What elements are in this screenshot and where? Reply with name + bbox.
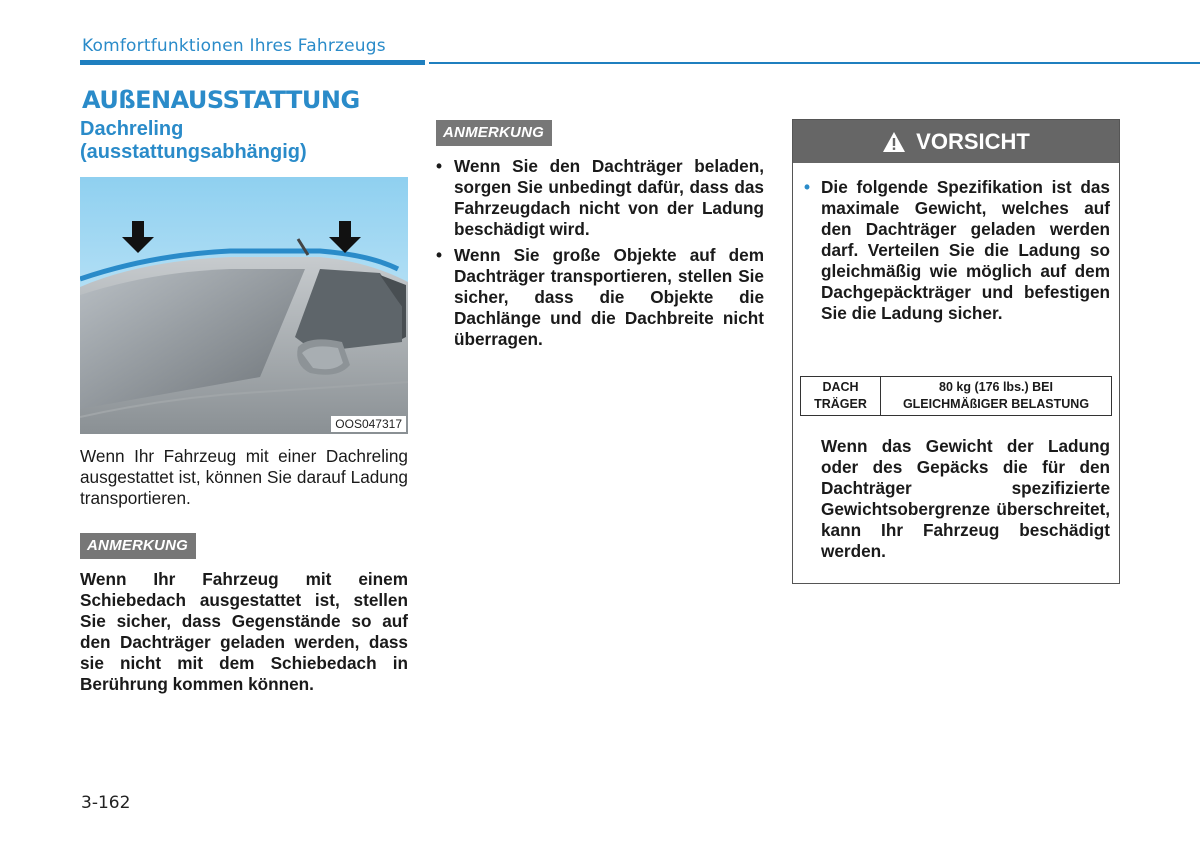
table-row	[801, 377, 1112, 416]
page-title: AUßENAUSSTATTUNG	[82, 86, 360, 114]
caution-bullet-text: Die folgende Spezifikation ist das maximale Gewicht, welches auf den Dachträger geladen werden darf. Verteilen Sie die Ladung so gleichmäßig wie möglich auf dem Dachgepäckträger und befestigen Sie die Ladung sicher.	[821, 177, 1110, 323]
car-roof-drawing	[80, 177, 408, 434]
note-list-middle	[434, 156, 764, 355]
note-text-left: Wenn Ihr Fahrzeug mit einem Schiebedach ausgestattet ist, stellen Sie sicher, dass Gegenstände so auf den Dachträger geladen werden, dass sie nicht mit dem Schiebedach in Berührung kommen können.	[80, 569, 408, 694]
roof-rail-illustration	[80, 177, 408, 434]
figure-code: OOS047317	[331, 416, 406, 432]
subsection-title-line1: Dachreling	[80, 118, 184, 140]
page-number: 3-162	[81, 793, 131, 813]
bullet-dot: •	[804, 177, 811, 197]
header-rule-thin	[429, 62, 1200, 64]
spec-value-line1: 80 kg (176 lbs.) BEI	[939, 380, 1053, 394]
note-label-left: ANMERKUNG	[80, 533, 196, 559]
warning-triangle-icon	[882, 131, 906, 153]
section-header: Komfortfunktionen Ihres Fahrzeugs	[82, 36, 386, 56]
caution-header	[793, 120, 1119, 163]
spec-label-line1: DACH	[822, 380, 859, 394]
header-rule-thick	[80, 60, 425, 65]
caution-box	[792, 119, 1120, 584]
spec-cell-value	[881, 377, 1112, 416]
caution-after-text: Wenn das Gewicht der Ladung oder des Gepäcks die für den Dachträger spezifizierte Gewichtsobergrenze überschreitet, kann Ihr Fahrzeug beschädigt werden.	[821, 436, 1110, 561]
caution-bullet	[803, 177, 1110, 324]
list-item: • Wenn Sie große Objekte auf dem Dachträger transportieren, stellen Sie sicher, dass die Objekte die Dachlänge und die Dachbreite nicht überragen.	[434, 245, 764, 350]
spec-table	[800, 376, 1112, 416]
note-label-middle: ANMERKUNG	[436, 120, 552, 146]
spec-label-line2: TRÄGER	[814, 397, 867, 411]
spec-cell-label	[801, 377, 881, 416]
subsection-title-line2: (ausstattungsabhängig)	[80, 141, 307, 163]
caution-title: VORSICHT	[916, 128, 1030, 154]
spec-value-line2: GLEICHMÄßIGER BELASTUNG	[902, 397, 1090, 411]
list-item: • Wenn Sie den Dachträger beladen, sorgen Sie unbedingt dafür, dass das Fahrzeugdach nicht von der Ladung beschädigt wird.	[434, 156, 764, 240]
subsection-title	[80, 118, 307, 164]
intro-paragraph: Wenn Ihr Fahrzeug mit einer Dachreling ausgestattet ist, können Sie darauf Ladung transportieren.	[80, 446, 408, 508]
